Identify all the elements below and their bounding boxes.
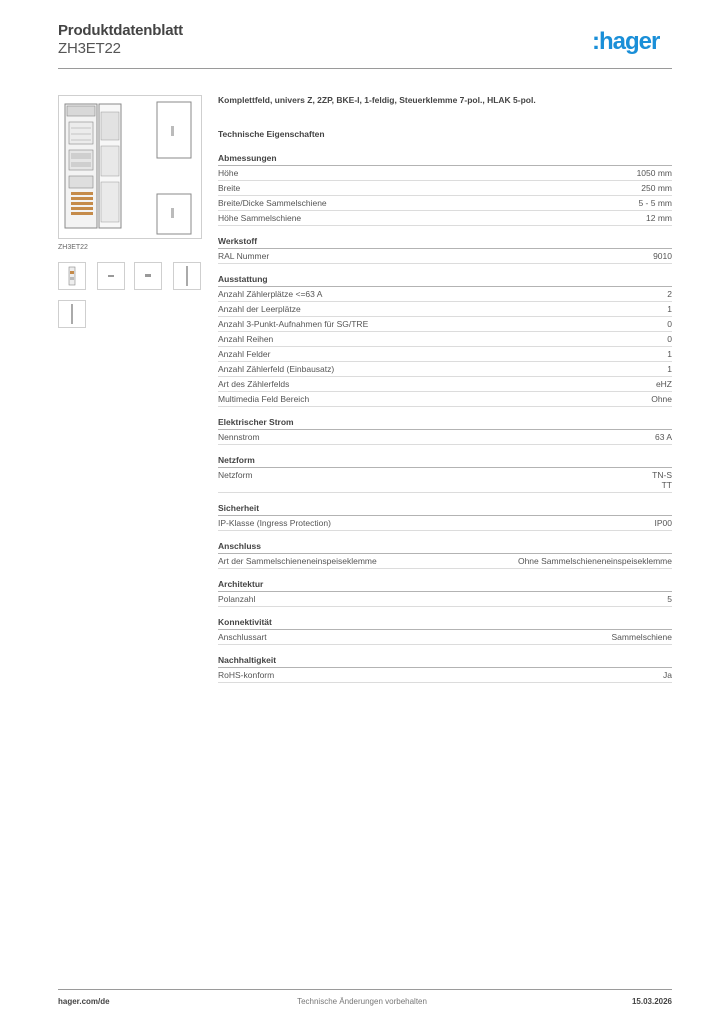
technical-properties-heading: Technische Eigenschaften [218, 129, 325, 139]
thumbnail-rail-icon [174, 263, 200, 289]
thumbnail-part-icon [98, 263, 124, 289]
spec-value [667, 334, 672, 344]
spec-value [518, 556, 672, 566]
spec-value-line: 9010 [653, 251, 672, 261]
spec-value [651, 394, 672, 404]
spec-label: Anzahl Felder [218, 349, 271, 359]
spec-value [663, 670, 672, 680]
spec-row [218, 302, 672, 317]
spec-section [218, 455, 672, 493]
spec-label: IP-Klasse (Ingress Protection) [218, 518, 331, 528]
spec-value-line: TT [661, 480, 672, 490]
footer-date: 15.03.2026 [631, 997, 672, 1006]
spec-section [218, 617, 672, 645]
spec-value-line: 12 mm [646, 213, 672, 223]
thumbnail-4[interactable] [173, 262, 201, 290]
thumbnail-5[interactable] [58, 300, 86, 328]
spec-label: Art der Sammelschieneneinspeiseklemme [218, 556, 377, 566]
section-title: Sicherheit [218, 503, 672, 516]
hager-logo [592, 28, 674, 56]
spec-row [218, 392, 672, 407]
spec-label: Anzahl Zählerplätze <=63 A [218, 289, 323, 299]
spec-section [218, 417, 672, 445]
document-title: Produktdatenblatt [58, 22, 183, 39]
section-title: Architektur [218, 579, 672, 592]
spec-row [218, 630, 672, 645]
spec-row [218, 592, 672, 607]
spec-label: Polanzahl [218, 594, 256, 604]
spec-value-line: eHZ [655, 379, 672, 389]
section-title: Nachhaltigkeit [218, 655, 672, 668]
spec-label: Anschlussart [218, 632, 267, 642]
spec-row [218, 468, 672, 493]
spec-label: Anzahl der Leerplätze [218, 304, 301, 314]
spec-value [667, 304, 672, 314]
spec-section [218, 236, 672, 264]
spec-row [218, 332, 672, 347]
spec-value [641, 183, 672, 193]
spec-label: Anzahl 3-Punkt-Aufnahmen für SG/TRE [218, 319, 369, 329]
spec-value [667, 319, 672, 329]
spec-value [667, 289, 672, 299]
section-title: Abmessungen [218, 153, 672, 166]
section-title: Anschluss [218, 541, 672, 554]
thumbnail-rail-icon [59, 301, 85, 327]
spec-row [218, 516, 672, 531]
document-header [58, 22, 183, 57]
spec-row [218, 362, 672, 377]
spec-value [612, 632, 672, 642]
spec-row [218, 211, 672, 226]
product-description: Komplettfeld, univers Z, 2ZP, BKE-I, 1-feldig, Steuerklemme 7-pol., HLAK 5-pol. [218, 95, 536, 105]
section-title: Elektrischer Strom [218, 417, 672, 430]
spec-label: Höhe [218, 168, 239, 178]
spec-value [653, 251, 672, 261]
spec-value [667, 349, 672, 359]
spec-label: Nennstrom [218, 432, 260, 442]
spec-value [667, 364, 672, 374]
spec-row [218, 377, 672, 392]
spec-row [218, 554, 672, 569]
footer-website[interactable]: hager.com/de [58, 997, 110, 1006]
spec-label: Art des Zählerfelds [218, 379, 290, 389]
spec-section [218, 153, 672, 226]
image-caption: ZH3ET22 [58, 244, 88, 251]
spec-value-line: 1 [667, 364, 672, 374]
spec-value-line: 63 A [654, 432, 672, 442]
spec-row [218, 317, 672, 332]
section-title: Werkstoff [218, 236, 672, 249]
logo-text: :hager [592, 28, 660, 55]
section-title: Konnektivität [218, 617, 672, 630]
footer-note: Technische Änderungen vorbehalten [297, 997, 427, 1006]
spec-value-line: 5 [667, 594, 672, 604]
spec-row [218, 249, 672, 264]
spec-label: Anzahl Reihen [218, 334, 274, 344]
spec-row [218, 181, 672, 196]
spec-label: RoHS-konform [218, 670, 275, 680]
spec-value [637, 168, 672, 178]
thumbnail-3[interactable] [134, 262, 162, 290]
spec-value-line: 5 - 5 mm [638, 198, 672, 208]
spec-section [218, 579, 672, 607]
spec-row [218, 196, 672, 211]
spec-value-line: 1 [667, 304, 672, 314]
spec-label: Breite/Dicke Sammelschiene [218, 198, 327, 208]
spec-label: Anzahl Zählerfeld (Einbausatz) [218, 364, 335, 374]
spec-row [218, 430, 672, 445]
header-divider [58, 68, 672, 69]
spec-label: Multimedia Feld Bereich [218, 394, 310, 404]
footer-divider [58, 989, 672, 990]
spec-value-line: 250 mm [641, 183, 672, 193]
spec-value-line: Sammelschiene [611, 632, 672, 642]
spec-label: RAL Nummer [218, 251, 270, 261]
spec-content [218, 95, 672, 693]
thumbnail-panel-icon [59, 263, 85, 289]
thumbnail-2[interactable] [97, 262, 125, 290]
spec-sections [218, 153, 672, 683]
spec-section [218, 503, 672, 531]
product-image [58, 95, 202, 239]
spec-value-line: TN-S [652, 470, 672, 480]
meter-panel-drawing [59, 96, 201, 238]
spec-section [218, 541, 672, 569]
spec-value-line: 0 [667, 319, 672, 329]
spec-section [218, 274, 672, 407]
spec-label: Breite [218, 183, 241, 193]
spec-row [218, 347, 672, 362]
spec-value-line: IP00 [654, 518, 672, 528]
spec-value-line: 1050 mm [636, 168, 672, 178]
spec-value-line: Ohne [651, 394, 672, 404]
spec-value [667, 594, 672, 604]
spec-value-line: 0 [667, 334, 672, 344]
spec-value-line: 2 [667, 289, 672, 299]
spec-value-line: Ohne Sammelschieneneinspeiseklemme [517, 556, 672, 566]
spec-value [646, 213, 672, 223]
spec-label: Netzform [218, 470, 253, 480]
thumbnail-1[interactable] [58, 262, 86, 290]
spec-value [656, 379, 672, 389]
spec-label: Höhe Sammelschiene [218, 213, 302, 223]
spec-value [655, 518, 673, 528]
spec-section [218, 655, 672, 683]
spec-value [655, 432, 672, 442]
article-number: ZH3ET22 [58, 40, 121, 57]
spec-value [638, 198, 672, 208]
thumbnail-part-icon [135, 263, 161, 289]
spec-value [652, 470, 672, 490]
section-title: Netzform [218, 455, 672, 468]
spec-row [218, 287, 672, 302]
spec-value-line: 1 [667, 349, 672, 359]
spec-value-line: Ja [663, 670, 672, 680]
spec-row [218, 668, 672, 683]
spec-row [218, 166, 672, 181]
section-title: Ausstattung [218, 274, 672, 287]
